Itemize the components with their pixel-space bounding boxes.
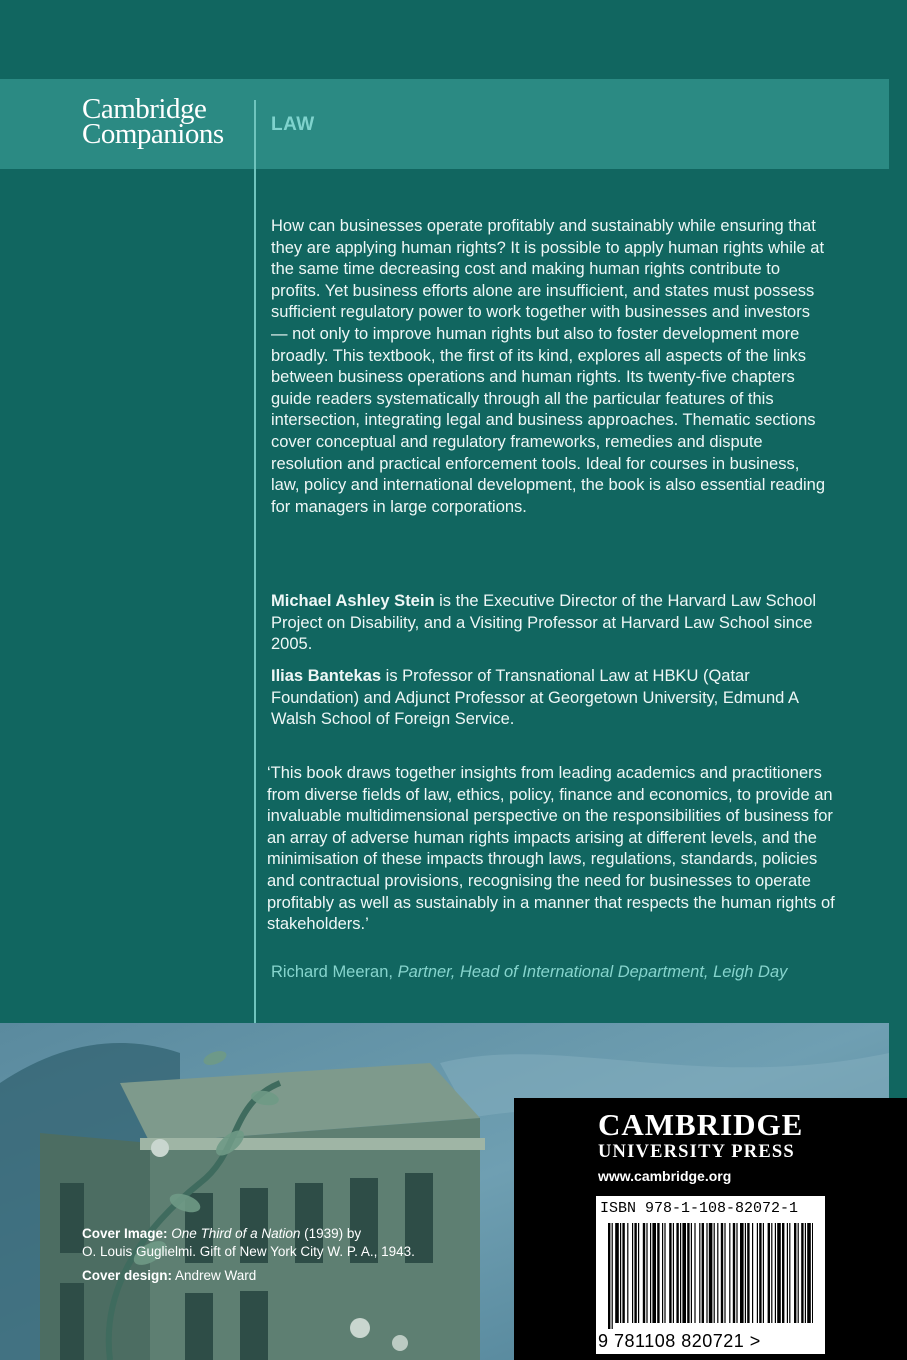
barcode-bar [709, 1223, 713, 1323]
cambridge-companions-logo [82, 93, 224, 150]
barcode-bar [768, 1223, 770, 1323]
barcode-bar [721, 1223, 723, 1323]
publisher-block [514, 1098, 907, 1360]
author-name-2: Ilias Bantekas [271, 667, 382, 685]
barcode-bar [627, 1223, 628, 1323]
series-label: LAW [271, 114, 315, 135]
book-blurb: How can businesses operate profitably and sustainably while ensuring that they are applying human rights? It is possible to apply human rights while at the same time decreasing cost and making human rights contribute to profits. Yet business efforts alone are insufficient, and states must possess sufficient regulatory power to work together with businesses and investors — not only to improve human rights but also to foster development more broadly. This textbook, the first of its kind, explores all aspects of the links between business operations and human rights. Its twenty-five chapters guide readers systematically through all the particular features of this intersection, integrating legal and business approaches. Thematic sections cover conceptual and regulatory frameworks, remedies and dispute resolution and practical enforcement tools. Ideal for courses in business, law, policy and international development, the book is also essential reading for managers in large corporations. [271, 217, 826, 516]
barcode-bar [794, 1223, 796, 1323]
endorsement-attribution [271, 962, 871, 983]
barcode-bar [757, 1223, 758, 1323]
barcode-bar [752, 1223, 753, 1323]
barcode-bar [729, 1223, 730, 1323]
vertical-divider [254, 100, 256, 1025]
barcode-bar [615, 1223, 619, 1323]
barcode-bar [724, 1223, 725, 1323]
barcode-bar [664, 1223, 665, 1323]
barcode-bar [673, 1223, 674, 1323]
barcode-bar [771, 1223, 772, 1323]
endorser-title: Partner, Head of International Department, Leigh Day [397, 963, 788, 981]
endorsement-quote: ‘This book draws together insights from leading academics and practitioners from diverse fields of law, ethics, policy, finance and economics, to provide an invaluable multidimensional perspective on the responsibilities of business for an array of adverse human rights impacts arising at different levels, and the minimisation of these impacts through laws, regulations, standards, policies and contractual provisions, recognising the need for businesses to operate profitably as well as sustainably in a manner that respects the human rights of stakeholders.’ [267, 764, 835, 934]
barcode-bar [789, 1223, 790, 1323]
barcode-bar [763, 1223, 764, 1323]
barcode-bar [759, 1223, 761, 1323]
cover-image-year: (1939) by [300, 1226, 362, 1241]
barcode-bar [717, 1223, 718, 1323]
barcode-bar [747, 1223, 749, 1323]
barcode-bar [680, 1223, 681, 1323]
barcode-bar [782, 1223, 784, 1323]
barcode-bar [736, 1223, 737, 1323]
barcode-bar [775, 1223, 776, 1323]
barcode-bar [687, 1223, 689, 1323]
barcode-bar [634, 1223, 636, 1323]
barcode-bar [620, 1223, 621, 1323]
barcode-bar [745, 1223, 746, 1323]
isbn-barcode [596, 1196, 825, 1354]
endorser-name: Richard Meeran, [271, 963, 398, 981]
barcode-bar [740, 1223, 744, 1323]
barcode-bar [812, 1223, 813, 1323]
barcode-bar [608, 1223, 610, 1329]
barcode-bar [638, 1223, 639, 1323]
barcode-bar [807, 1223, 811, 1323]
barcode-bar [702, 1223, 704, 1323]
barcode-bar [706, 1223, 707, 1323]
cover-image-title: One Third of a Nation [171, 1226, 301, 1241]
author-name-1: Michael Ashley Stein [271, 592, 435, 610]
cover-design-label: Cover design: [82, 1268, 173, 1283]
barcode-bar [805, 1223, 806, 1323]
barcode-bar [733, 1223, 735, 1323]
cover-image-label: Cover Image: [82, 1226, 168, 1241]
barcode-bar [622, 1223, 624, 1323]
barcode-bar [714, 1223, 715, 1323]
barcode-bar [798, 1223, 799, 1323]
cover-design-credit [82, 1267, 415, 1285]
cover-designer-name: Andrew Ward [172, 1268, 257, 1283]
barcode-bar [652, 1223, 656, 1323]
cover-image-credit-line2: O. Louis Guglielmi. Gift of New York City W. P. A., 1943. [82, 1244, 415, 1259]
barcode-bar [694, 1223, 695, 1323]
isbn-number: ISBN 978-1-108-82072-1 [600, 1200, 799, 1217]
barcode-bar [632, 1223, 633, 1323]
barcode-bar [650, 1223, 651, 1323]
brand-line-1: Cambridge [82, 93, 207, 125]
brand-line-2: Companions [82, 118, 224, 150]
barcode-bar [682, 1223, 686, 1323]
cover-image-credit [82, 1225, 415, 1243]
barcode-bar [691, 1223, 692, 1323]
barcode-bar [646, 1223, 647, 1323]
barcode-bar [787, 1223, 788, 1323]
barcode-bar [676, 1223, 678, 1323]
author-bio-text-2: is Professor of Transnational Law at HBKU (Qatar Foundation) and Adjunct Professor at Georgetown University, Edmund A Walsh School of Foreign Service. [271, 667, 799, 729]
author-bio-text-1: is the Executive Director of the Harvard Law School Project on Disability, and a Visiting Professor at Harvard Law School since 2005. [271, 592, 817, 654]
barcode-bar [699, 1223, 700, 1323]
ean-digits: 9 781108 820721 > [598, 1331, 761, 1351]
barcode-bar [777, 1223, 781, 1323]
publisher-name: CAMBRIDGE [598, 1107, 804, 1142]
barcode-bar [657, 1223, 659, 1323]
barcode-bars [608, 1223, 813, 1329]
publisher-url: www.cambridge.org [598, 1168, 732, 1184]
cover-credits [82, 1225, 415, 1285]
barcode-bar [669, 1223, 671, 1323]
author-bio-2 [271, 666, 831, 731]
barcode-bar [643, 1223, 645, 1323]
publisher-subtitle: UNIVERSITY PRESS [598, 1142, 795, 1162]
barcode-bar [801, 1223, 803, 1323]
barcode-bar [612, 1223, 613, 1329]
author-bio-1 [271, 591, 831, 656]
barcode-bar [662, 1223, 663, 1323]
